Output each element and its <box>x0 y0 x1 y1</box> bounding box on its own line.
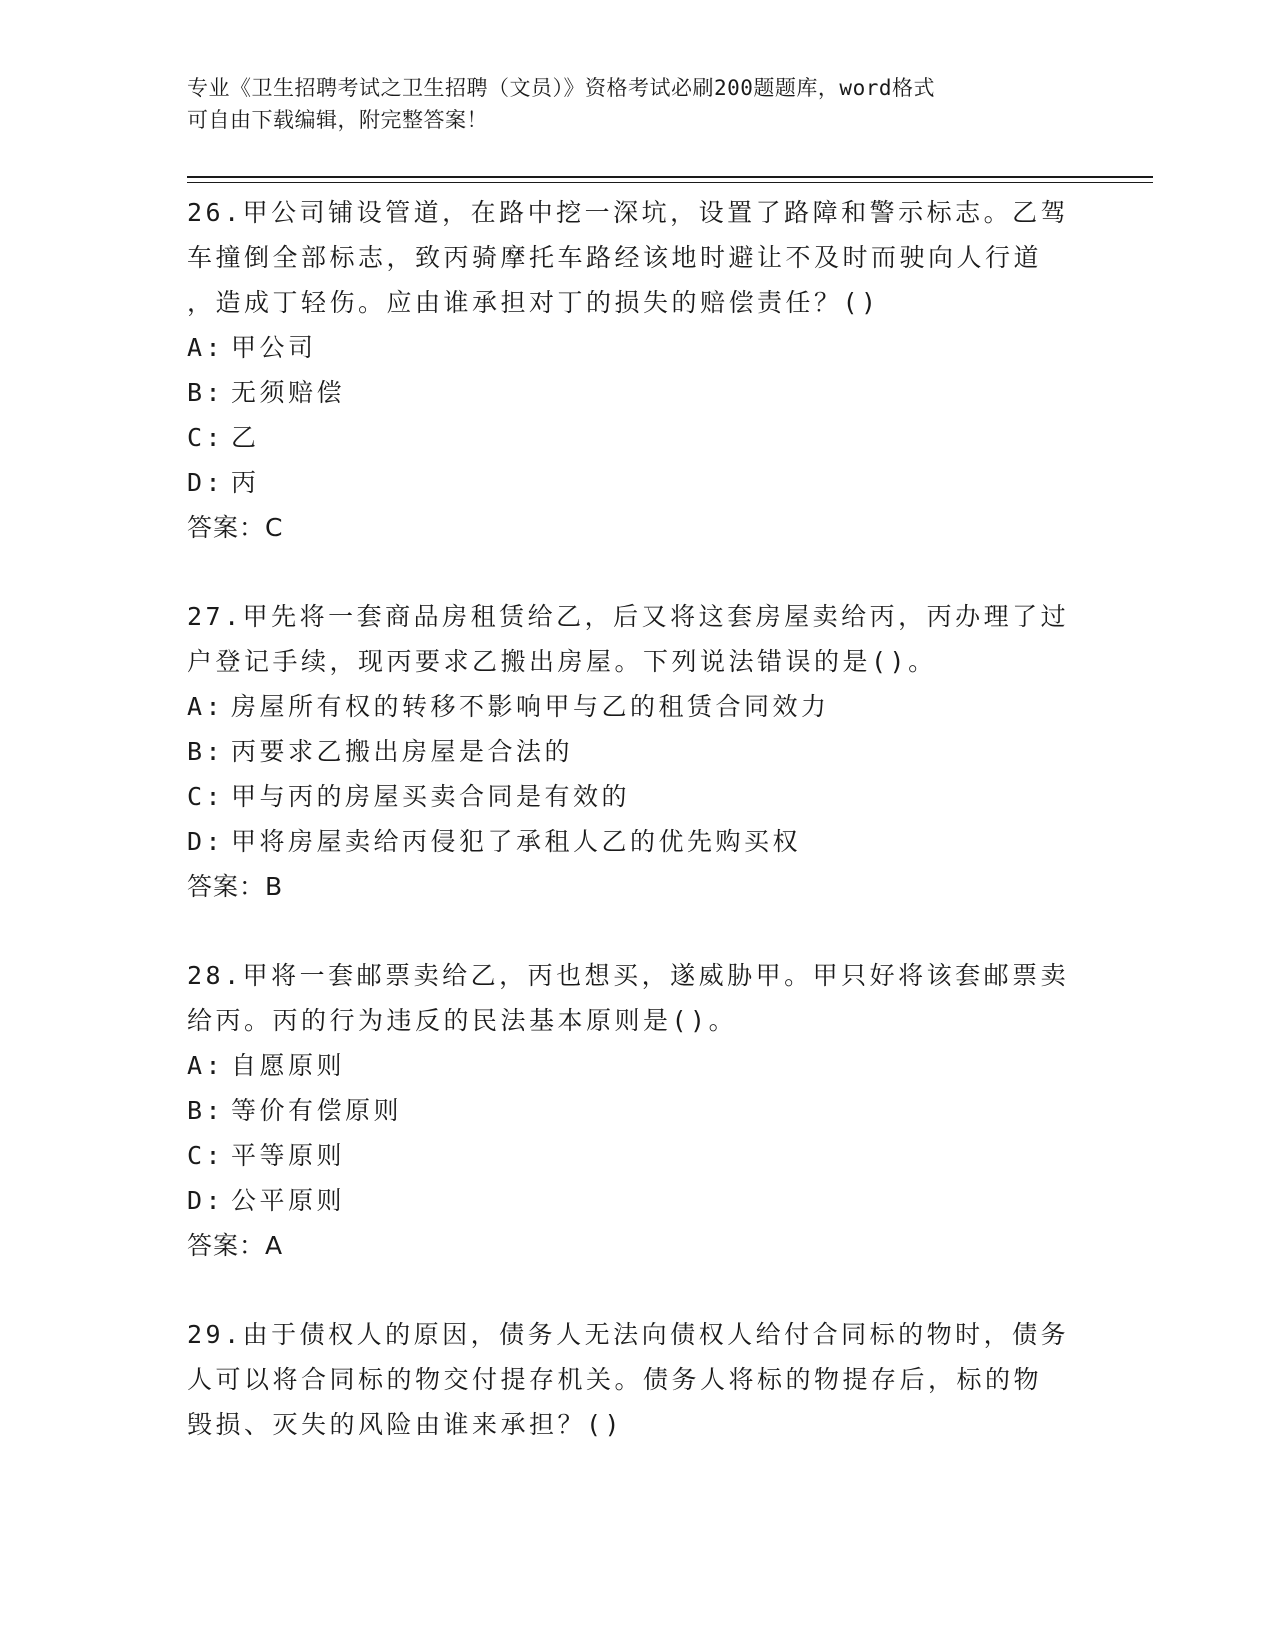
question-stem-line: 27.甲先将一套商品房租赁给乙，后又将这套房屋卖给丙，丙办理了过 <box>187 602 1070 631</box>
option-key: A: <box>187 692 225 721</box>
option-key: B: <box>187 378 225 407</box>
option-text: 甲将房屋卖给丙侵犯了承租人乙的优先购买权 <box>231 827 802 856</box>
option-key: B: <box>187 737 225 766</box>
answer-option <box>187 774 1077 819</box>
question-list <box>187 190 1077 1491</box>
option-text: 房屋所有权的转移不影响甲与乙的租赁合同效力 <box>231 692 830 721</box>
answer-label: 答案：C <box>187 513 284 542</box>
question-stem-line: 29.由于债权人的原因，债务人无法向债权人给付合同标的物时，债务 <box>187 1320 1070 1349</box>
question-block <box>187 594 1077 909</box>
question-block <box>187 953 1077 1268</box>
option-key: D: <box>187 827 225 856</box>
option-key: C: <box>187 782 225 811</box>
answer-option <box>187 819 1077 864</box>
option-text: 公平原则 <box>231 1186 346 1215</box>
option-key: A: <box>187 1051 225 1080</box>
option-key: D: <box>187 468 225 497</box>
option-text: 甲公司 <box>231 333 317 362</box>
option-key: C: <box>187 1141 225 1170</box>
answer-option <box>187 1178 1077 1223</box>
option-text: 丙要求乙搬出房屋是合法的 <box>231 737 574 766</box>
option-text: 丙 <box>231 468 260 497</box>
answer-option <box>187 1088 1077 1133</box>
option-text: 甲与丙的房屋买卖合同是有效的 <box>231 782 631 811</box>
answer-option <box>187 415 1077 460</box>
answer-label: 答案：B <box>187 872 284 901</box>
question-stem-line: 车撞倒全部标志，致丙骑摩托车路经该地时避让不及时而驶向人行道 <box>187 243 1043 272</box>
header-line-1: 专业《卫生招聘考试之卫生招聘（文员）》资格考试必刷200题题库，word格式 <box>187 76 935 100</box>
answer-option <box>187 729 1077 774</box>
option-text: 等价有偿原则 <box>231 1096 403 1125</box>
header-rule-thin <box>187 182 1153 183</box>
page-header <box>187 72 1067 136</box>
answer-option <box>187 1133 1077 1178</box>
option-key: C: <box>187 423 225 452</box>
answer-option <box>187 1043 1077 1088</box>
answer-option <box>187 325 1077 370</box>
answer-option <box>187 370 1077 415</box>
question-stem-line: 28.甲将一套邮票卖给乙，丙也想买，遂威胁甲。甲只好将该套邮票卖 <box>187 961 1070 990</box>
option-text: 自愿原则 <box>231 1051 346 1080</box>
question-stem-line: ，造成丁轻伤。应由谁承担对丁的损失的赔偿责任？() <box>187 288 880 317</box>
option-text: 乙 <box>231 423 260 452</box>
question-stem-line: 户登记手续，现丙要求乙搬出房屋。下列说法错误的是()。 <box>187 647 937 676</box>
option-key: B: <box>187 1096 225 1125</box>
option-text: 平等原则 <box>231 1141 346 1170</box>
question-stem-line: 人可以将合同标的物交付提存机关。债务人将标的物提存后，标的物 <box>187 1365 1043 1394</box>
answer-option <box>187 684 1077 729</box>
answer-option <box>187 460 1077 505</box>
header-line-2: 可自由下载编辑，附完整答案！ <box>187 108 488 132</box>
option-key: A: <box>187 333 225 362</box>
option-text: 无须赔偿 <box>231 378 346 407</box>
question-block <box>187 1312 1077 1447</box>
answer-label: 答案：A <box>187 1231 284 1260</box>
header-rule-thick <box>187 176 1153 178</box>
question-stem-line: 26.甲公司铺设管道，在路中挖一深坑，设置了路障和警示标志。乙驾 <box>187 198 1070 227</box>
question-stem-line: 给丙。丙的行为违反的民法基本原则是()。 <box>187 1006 738 1035</box>
option-key: D: <box>187 1186 225 1215</box>
question-block <box>187 190 1077 550</box>
question-stem-line: 毁损、灭失的风险由谁来承担？() <box>187 1410 624 1439</box>
